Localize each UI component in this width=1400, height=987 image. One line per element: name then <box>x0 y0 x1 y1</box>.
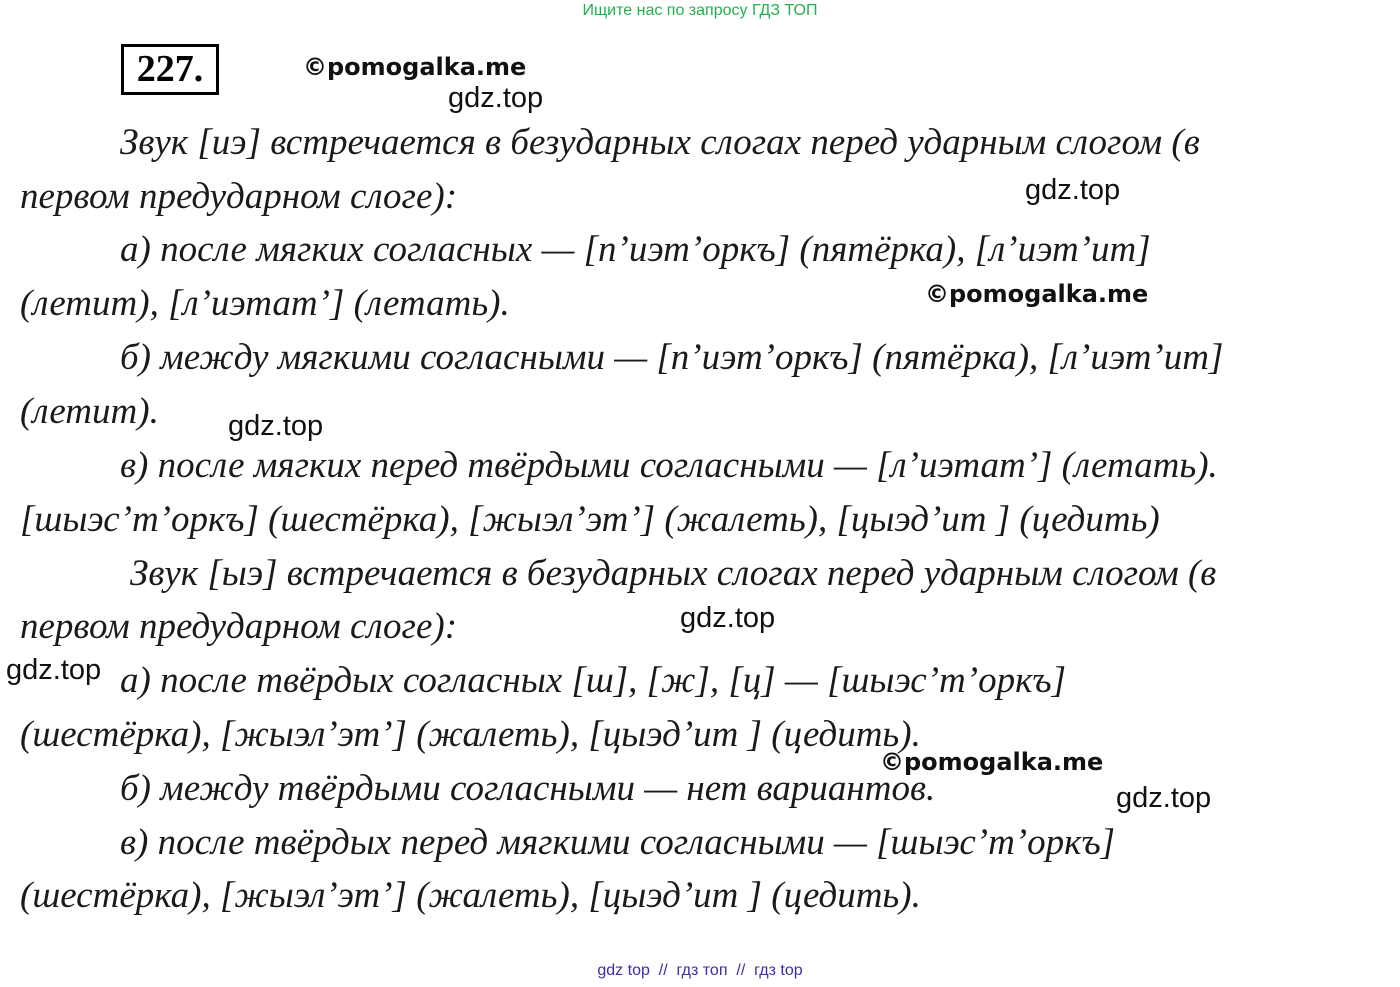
text-line: а) после твёрдых согласных [ш], [ж], [ц] — [шыэс’т’оркъ] <box>120 660 1066 701</box>
watermark-pomogalka: ©pomogalka.me <box>303 53 527 81</box>
footer-banner: gdz top // гдз топ // гдз top <box>597 962 803 979</box>
watermark-gdz: gdz.top <box>1025 174 1121 206</box>
text-line: [шыэс’т’оркъ] (шестёрка), [жыэл’эт’] (жалеть), [цыэд’ит ] (цедить) <box>20 499 1160 540</box>
text-line: (шестёрка), [жыэл’эт’] (жалеть), [цыэд’ит ] (цедить). <box>20 875 921 916</box>
text-line: б) между мягкими согласными — [п’иэт’оркъ] (пятёрка), [л’иэт’ит] <box>120 337 1224 378</box>
text-line: (летит). <box>20 391 159 432</box>
watermark-gdz: gdz.top <box>228 410 324 442</box>
text-line: а) после мягких согласных — [п’иэт’оркъ] (пятёрка), [л’иэт’ит] <box>120 229 1151 270</box>
watermark-pomogalka: ©pomogalka.me <box>925 280 1149 308</box>
text-line: первом предударном слоге): <box>20 606 458 647</box>
watermark-gdz: gdz.top <box>1116 782 1212 814</box>
text-line: в) после твёрдых перед мягкими согласными — [шыэс’т’оркъ] <box>120 822 1116 863</box>
task-number: 227. <box>121 44 219 95</box>
text-line: (шестёрка), [жыэл’эт’] (жалеть), [цыэд’ит ] (цедить). <box>20 714 921 755</box>
watermark-gdz: gdz.top <box>680 602 776 634</box>
header-banner: Ищите нас по запросу ГДЗ ТОП <box>582 2 818 19</box>
watermark-gdz: gdz.top <box>6 654 102 686</box>
text-line: первом предударном слоге): <box>20 176 458 217</box>
watermark-gdz: gdz.top <box>448 82 544 114</box>
text-line: Звук [иэ] встречается в безударных слогах перед ударным слогом (в <box>120 122 1200 163</box>
watermark-pomogalka: ©pomogalka.me <box>880 748 1104 776</box>
text-line: Звук [ыэ] встречается в безударных слогах перед ударным слогом (в <box>130 553 1217 594</box>
text-line: (летит), [л’иэтат’] (летать). <box>20 283 510 324</box>
text-line: б) между твёрдыми согласными — нет вариантов. <box>120 768 936 809</box>
text-line: в) после мягких перед твёрдыми согласными — [л’иэтат’] (летать). <box>120 445 1218 486</box>
